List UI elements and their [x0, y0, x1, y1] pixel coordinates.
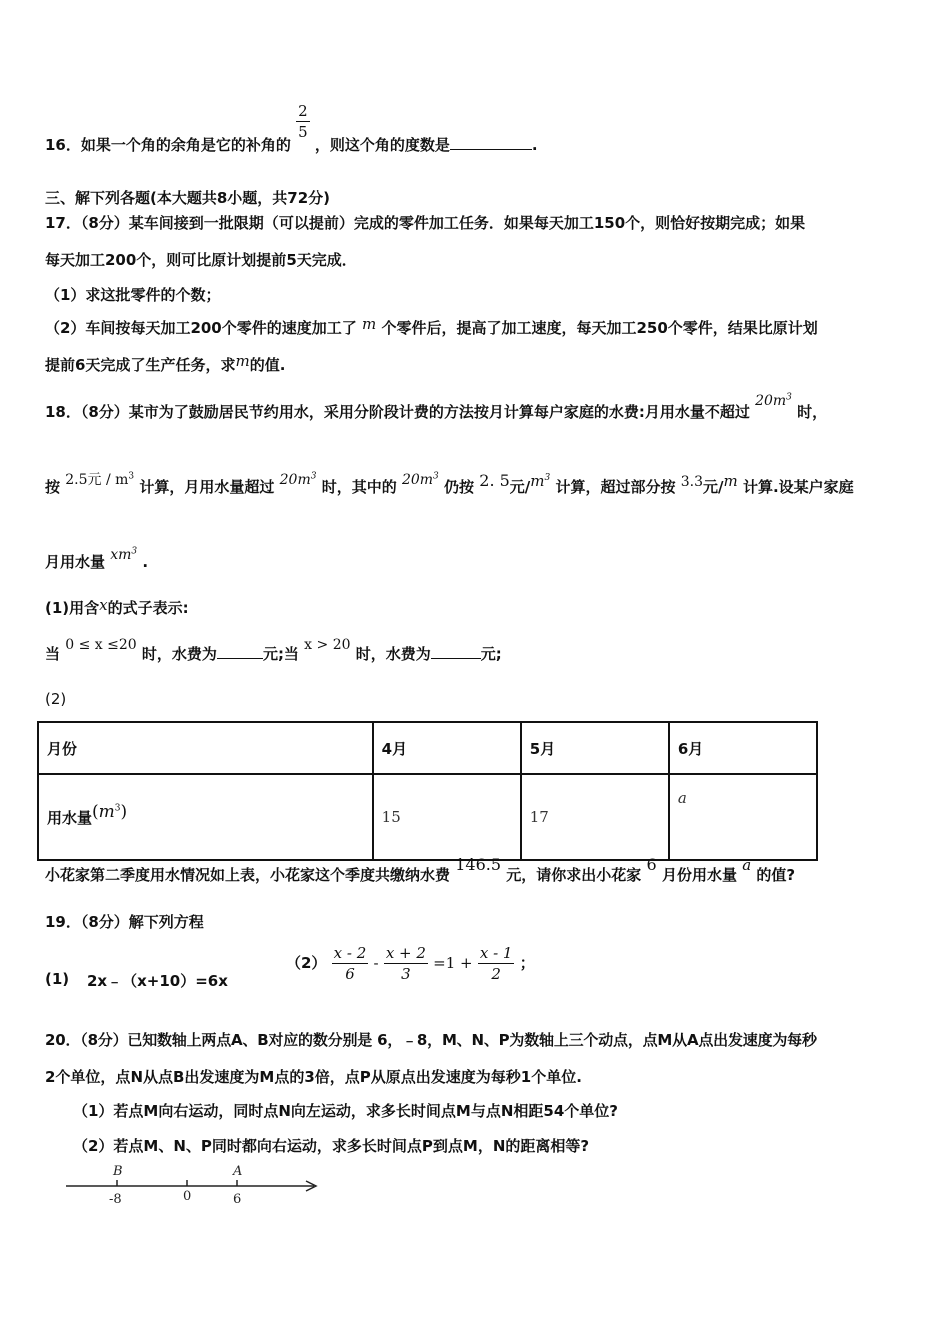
table-header: 月份: [38, 722, 373, 774]
q19-eq2: （2） $\frac{x - 2}{6}$ - $\frac{x + 2}{3}$ =1 + $\frac{x - 1}{2}$ ；: [286, 944, 535, 983]
volume-20m3: $20m^3$: [401, 471, 439, 488]
q18-part2-label: (2): [45, 690, 67, 708]
q18-line1: 18．（8分）某市为了鼓励居民节约用水，采用分阶段计费的方法按月计算每户家庭的水费:月用水量不超过 $20m^3$ 时，: [45, 392, 828, 421]
range-0-20: 0 ≤ x ≤20: [65, 637, 137, 653]
q17-line5: 提前6天完成了生产任务，求m的值.: [45, 352, 286, 374]
table-header: 4月: [373, 722, 521, 774]
q19-title: 19．（8分）解下列方程: [45, 913, 204, 931]
q16-text-after: ，则这个角的度数是: [314, 136, 450, 154]
q18-line3: 月用水量 $xm^3$ .: [45, 546, 149, 571]
table-cell: 17: [521, 774, 669, 860]
month-six: 6: [646, 855, 657, 874]
row-label: 用水量$(m^3)$: [38, 774, 373, 860]
q17-sub2: （2）车间按每天加工200个零件的速度加工了 m 个零件后，提高了加工速度，每天加工250个零件，结果比原计划: [45, 315, 818, 337]
q17-line1: 17．（8分）某车间接到一批限期（可以提前）完成的零件加工任务．如果每天加工150个，则恰好按期完成；如果: [45, 214, 806, 232]
q16-fraction: $\frac{2}{5}$: [298, 102, 308, 141]
q18-line2: 按 2.5元 / $m^3$ 计算，月用水量超过 $20m^3$ 时，其中的 $20m^3$ 仍按 2. 5元$/m^3$ 计算，超过部分按 3.3元/m 计算.设某户家庭: [45, 471, 854, 496]
label-b: B: [113, 1164, 123, 1179]
tick-label-b: -8: [109, 1192, 122, 1207]
q19-eq1-label: (1): [45, 970, 70, 988]
q20-sub2: （2）若点M、N、P同时都向右运动，求多长时间点P到点M，N的距离相等?: [73, 1137, 590, 1155]
variable-m: m: [235, 352, 250, 370]
total-fee: 146.5: [455, 855, 502, 874]
tick-label-a: 6: [233, 1192, 242, 1207]
volume-20m3: $20m^3$: [755, 392, 792, 409]
fee-blank-2[interactable]: [431, 644, 481, 659]
water-usage-table: [37, 721, 818, 861]
table-header: 5月: [521, 722, 669, 774]
q20-sub1: （1）若点M向右运动，同时点N向左运动，求多长时间点M与点N相距54个单位?: [73, 1102, 618, 1120]
price-2-5: 2.5元 / $m^3$: [65, 471, 135, 488]
volume-20m3: $20m^3$: [279, 471, 317, 488]
unit-m: m: [723, 472, 738, 490]
variable-a: a: [742, 856, 752, 874]
section-3-title: 三、解下列各题(本大题共8小题，共72分): [45, 189, 331, 207]
tick-label-0: 0: [183, 1189, 192, 1204]
table-cell: a: [669, 774, 817, 860]
fraction-3: $\frac{x - 1}{2}$: [479, 944, 513, 983]
q19-eq1: 2x﹣（x+10）=6x: [87, 972, 228, 990]
q20-line2: 2个单位，点N从点B出发速度为M点的3倍，点P从原点出发速度为每秒1个单位.: [45, 1068, 582, 1086]
table-row: [38, 774, 817, 860]
q20-line1: 20．（8分）已知数轴上两点A、B对应的数分别是 6，﹣8，M、N、P为数轴上三个动点，点M从A点出发速度为每秒: [45, 1031, 817, 1049]
question-16: 16．如果一个角的余角是它的补角的 $\frac{2}{5}$ ，则这个角的度数是 .: [45, 102, 538, 154]
volume-xm3: $xm^3$: [110, 546, 138, 563]
q18-part1: (1)用含x的式子表示:: [45, 596, 189, 617]
label-a: A: [233, 1164, 243, 1179]
fraction-1: $\frac{x - 2}{6}$: [333, 944, 367, 983]
price-3-3: 3.3: [680, 474, 703, 490]
table-header: 6月: [669, 722, 817, 774]
unit-m3: $m^3$: [530, 472, 551, 490]
range-gt-20: x > 20: [304, 637, 351, 653]
q16-answer-blank[interactable]: [450, 135, 532, 150]
fraction-2: $\frac{x + 2}{3}$: [385, 944, 426, 983]
q18-fee-line: 当 0 ≤ x ≤20 时，水费为 元;当 x > 20 时，水费为 元;: [45, 637, 502, 663]
table-header-row: [38, 722, 817, 774]
variable-x: x: [99, 596, 108, 614]
table-cell: 15: [373, 774, 521, 860]
variable-m: m: [361, 315, 377, 333]
q18-summary: 小花家第二季度用水情况如上表，小花家这个季度共缴纳水费 146.5 元，请你求出小花家 6 月份用水量 a 的值?: [45, 855, 796, 884]
price-2-5-b: 2. 5: [479, 471, 510, 490]
q17-sub1: （1）求这批零件的个数；: [45, 286, 221, 304]
number-line: [62, 1160, 324, 1210]
fee-blank-1[interactable]: [217, 644, 263, 659]
q17-line2: 每天加工200个，则可比原计划提前5天完成．: [45, 251, 357, 269]
q16-text-before: 16．如果一个角的余角是它的补角的: [45, 136, 291, 154]
